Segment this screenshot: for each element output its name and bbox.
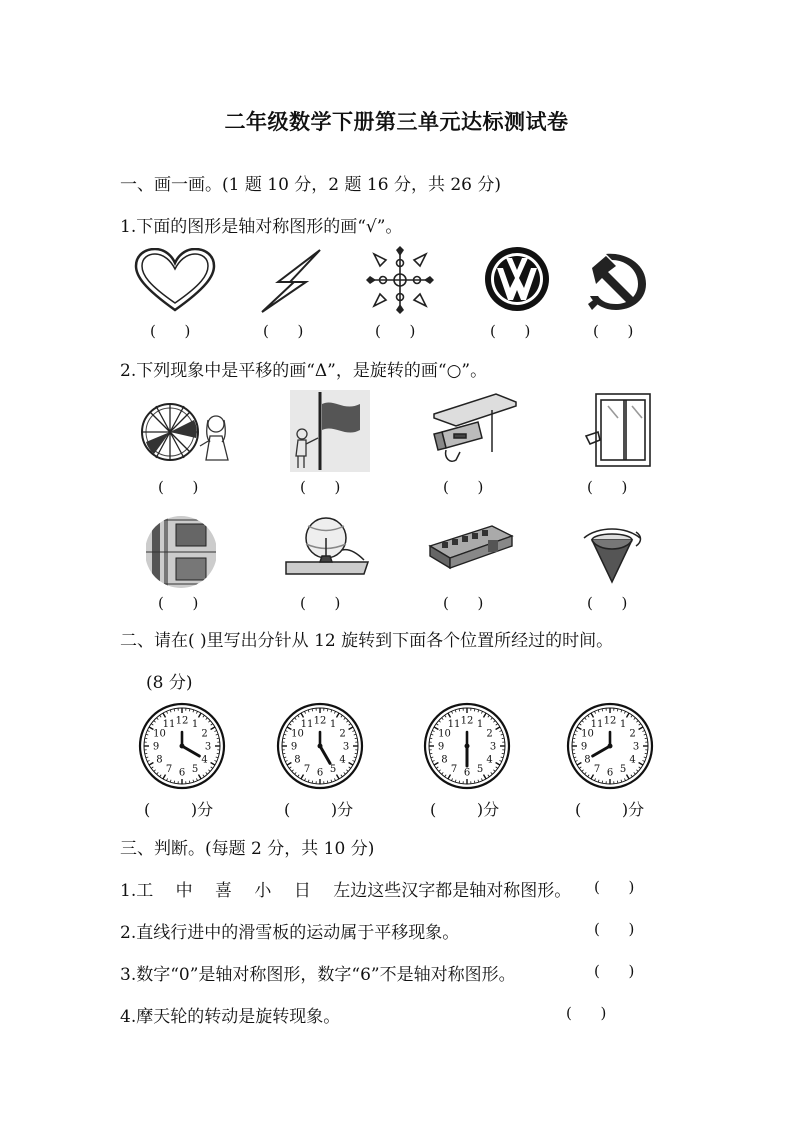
clock-numeral: 1	[476, 718, 484, 730]
clock-tick	[151, 724, 153, 725]
clock-unit-2: 分	[337, 800, 354, 819]
clock-tick	[157, 772, 159, 774]
clock-tick	[432, 760, 434, 761]
clock-numeral: 3	[489, 741, 497, 753]
clock-tick	[312, 781, 313, 783]
clock-tick	[163, 713, 166, 717]
clock-tick	[174, 709, 175, 711]
clock-tick	[645, 738, 647, 739]
clock-tick	[211, 724, 213, 725]
clock-tick	[442, 718, 444, 720]
clock-tick	[160, 775, 161, 777]
clock-tick	[434, 763, 438, 766]
clock-tick	[459, 781, 460, 783]
clock-tick	[624, 778, 625, 780]
clock-tick	[147, 731, 149, 732]
q2-text: 2.下列现象中是平移的画“Δ”，是旋转的画“○”。	[120, 361, 488, 381]
clock-numeral: 10	[153, 728, 166, 740]
clock-tick	[157, 718, 159, 720]
clock-tick	[631, 775, 632, 777]
clock-tick	[189, 709, 190, 711]
clock-1	[135, 699, 229, 793]
clock-tick	[189, 781, 190, 783]
clock-numeral: 6	[316, 767, 324, 779]
clock-tick	[595, 711, 596, 713]
clock-tick	[341, 775, 342, 777]
clock-tick	[292, 721, 294, 723]
clock-numeral: 3	[342, 741, 350, 753]
clock-tick	[349, 763, 353, 766]
clock-tick	[167, 778, 168, 780]
clock-tick	[502, 738, 504, 739]
clock-tick	[634, 772, 636, 774]
clock-tick	[308, 710, 309, 712]
clock-tick	[331, 780, 332, 782]
clock-tick	[501, 757, 503, 758]
clock-tick	[598, 710, 599, 712]
globe-icon	[284, 512, 370, 584]
clock-tick	[484, 713, 487, 717]
clock-tick	[621, 710, 622, 712]
clock-tick	[217, 753, 219, 754]
clock-tick	[154, 721, 156, 723]
clock-tick	[491, 772, 493, 774]
clock-tick	[160, 715, 161, 717]
clock-tick	[481, 711, 482, 713]
clock-tick	[199, 713, 202, 717]
clock-tick	[295, 772, 297, 774]
clock-2	[273, 699, 367, 793]
q1-blank-5[interactable]: ( )	[593, 322, 634, 340]
clock-numeral: 5	[191, 764, 199, 776]
clock-blank-4[interactable]: ( )	[575, 800, 629, 819]
q2-blank-5[interactable]: ( )	[158, 594, 199, 612]
clock-3	[420, 699, 514, 793]
clock-tick	[585, 718, 587, 720]
clock-tick	[575, 760, 577, 761]
hammer-sickle-icon	[586, 250, 650, 312]
clock-numeral: 5	[329, 764, 337, 776]
clock-tick	[203, 715, 204, 717]
clock-tick	[436, 724, 438, 725]
clock-tick	[602, 709, 603, 711]
clock-numeral: 10	[291, 728, 304, 740]
clock-tick	[216, 757, 218, 758]
q2-blank-7[interactable]: ( )	[443, 594, 484, 612]
clock-tick	[308, 780, 309, 782]
clock-tick	[193, 710, 194, 712]
clock-tick	[346, 721, 348, 723]
clock-tick	[639, 763, 643, 766]
clock-tick	[499, 731, 501, 732]
clock-numeral: 5	[476, 764, 484, 776]
clock-numeral: 11	[162, 718, 176, 730]
clock-tick	[636, 721, 638, 723]
clock-tick	[644, 757, 646, 758]
clock-tick	[298, 775, 299, 777]
clock-tick	[199, 775, 202, 779]
clock-tick	[496, 727, 500, 730]
q2-blank-4[interactable]: ( )	[587, 478, 628, 496]
clock-tick	[452, 778, 453, 780]
judge-blank-2[interactable]: ( )	[594, 920, 635, 938]
clock-tick	[283, 753, 285, 754]
clock-tick	[448, 713, 451, 717]
clock-numeral: 7	[165, 764, 173, 776]
clock-numeral: 4	[339, 754, 346, 766]
q2-blank-1[interactable]: ( )	[158, 478, 199, 496]
clock-numeral: 7	[593, 764, 601, 776]
clock-blank-2[interactable]: ( )	[284, 800, 338, 819]
clock-tick	[208, 721, 210, 723]
clock-tick	[501, 734, 503, 735]
clock-tick	[585, 772, 587, 774]
clock-tick	[484, 775, 487, 779]
clock-tick	[145, 753, 147, 754]
clock-tick	[574, 734, 576, 735]
q1-text: 1.下面的图形是轴对称图形的画“√”。	[120, 217, 403, 237]
clock-tick	[211, 767, 213, 768]
clock-blank-1[interactable]: ( )	[144, 800, 198, 819]
clock-tick	[354, 757, 356, 758]
clock-tick	[196, 778, 197, 780]
clock-tick	[488, 715, 489, 717]
clock-tick	[448, 775, 451, 779]
clock-tick	[474, 709, 475, 711]
clock-tick	[284, 757, 286, 758]
clock-tick	[574, 757, 576, 758]
clock-numeral: 2	[339, 728, 346, 740]
clock-tick	[295, 718, 297, 720]
clock-numeral: 8	[156, 754, 163, 766]
clock-numeral: 12	[603, 715, 617, 727]
clock-tick	[285, 731, 287, 732]
clock-numeral: 8	[584, 754, 591, 766]
clock-tick	[439, 721, 441, 723]
flag-raising-icon	[290, 390, 370, 472]
clock-numeral: 12	[313, 715, 327, 727]
spinning-top-icon	[578, 524, 646, 586]
clock-tick	[455, 780, 456, 782]
clock-numeral: 9	[290, 741, 298, 753]
clock-tick	[496, 724, 498, 725]
clock-numeral: 9	[152, 741, 160, 753]
clock-tick	[344, 718, 346, 720]
judge-item-2: 2.直线行进中的滑雪板的运动属于平移现象。	[120, 923, 460, 943]
clock-numeral: 12	[460, 715, 474, 727]
clock-unit-3: 分	[483, 800, 500, 819]
clock-tick	[331, 710, 332, 712]
clock-tick	[582, 770, 584, 772]
clock-blank-3[interactable]: ( )	[430, 800, 484, 819]
clock-tick	[439, 770, 441, 772]
clock-tick	[206, 772, 208, 774]
clock-tick	[327, 709, 328, 711]
clock-tick	[305, 711, 306, 713]
clock-tick	[478, 780, 479, 782]
clock-tick	[598, 780, 599, 782]
section2-heading: 二、请在( )里写出分针从 12 旋转到下面各个位置所经过的时间。	[120, 631, 614, 651]
q2-blank-2[interactable]: ( )	[300, 478, 341, 496]
clock-tick	[588, 715, 589, 717]
clock-tick	[627, 775, 630, 779]
clock-tick	[502, 753, 504, 754]
clock-tick	[579, 724, 581, 725]
clock-tick	[455, 710, 456, 712]
clock-tick	[211, 763, 215, 766]
clock-tick	[445, 715, 446, 717]
clock-numeral: 7	[303, 764, 311, 776]
clock-tick	[163, 775, 166, 779]
section2-points: (8 分)	[146, 673, 193, 693]
clock-tick	[334, 711, 335, 713]
clock-tick	[327, 781, 328, 783]
clock-tick	[214, 760, 216, 761]
clock-tick	[289, 724, 291, 725]
clock-numeral: 12	[175, 715, 189, 727]
clock-tick	[346, 770, 348, 772]
clock-tick	[283, 738, 285, 739]
clock-tick	[627, 713, 630, 717]
clock-tick	[349, 727, 353, 730]
clock-numeral: 1	[619, 718, 627, 730]
ferris-wheel-icon	[140, 394, 236, 470]
clock-numeral: 11	[300, 718, 314, 730]
clock-tick	[621, 780, 622, 782]
clock-tick	[432, 731, 434, 732]
clock-numeral: 6	[463, 767, 471, 779]
clock-tick	[430, 753, 432, 754]
clock-tick	[151, 767, 153, 768]
clock-numeral: 1	[329, 718, 337, 730]
judge-blank-1[interactable]: ( )	[594, 878, 635, 896]
clock-tick	[214, 731, 216, 732]
clock-tick	[431, 757, 433, 758]
q2-blank-6[interactable]: ( )	[300, 594, 341, 612]
clock-tick	[481, 778, 482, 780]
clock-numeral: 4	[486, 754, 493, 766]
clock-tick	[284, 734, 286, 735]
clock-tick	[285, 760, 287, 761]
clock-tick	[493, 721, 495, 723]
clock-tick	[474, 781, 475, 783]
clock-tick	[354, 734, 356, 735]
q1-blank-1[interactable]: ( )	[150, 322, 191, 340]
clock-numeral: 10	[438, 728, 451, 740]
clock-tick	[436, 767, 438, 768]
lightning-bolt-icon	[258, 248, 324, 314]
sliding-window-icon	[584, 392, 654, 468]
clock-tick	[196, 711, 197, 713]
clock-tick	[577, 763, 581, 766]
judge-item-1: 1.工 中 喜 小 日 左边这些汉字都是轴对称图形。	[120, 881, 572, 901]
clock-tick	[582, 721, 584, 723]
clock-tick	[352, 731, 354, 732]
clock-numeral: 1	[191, 718, 199, 730]
ornament-icon	[366, 246, 434, 314]
clock-tick	[149, 763, 153, 766]
abacus-icon	[428, 524, 514, 574]
clock-unit-4: 分	[628, 800, 645, 819]
section1-heading: 一、画一画。(1 题 10 分，2 题 16 分，共 26 分)	[120, 175, 502, 195]
clock-tick	[442, 772, 444, 774]
clock-tick	[634, 718, 636, 720]
clock-numeral: 8	[441, 754, 448, 766]
clock-tick	[617, 781, 618, 783]
clock-tick	[624, 711, 625, 713]
clock-tick	[292, 770, 294, 772]
clock-tick	[289, 767, 291, 768]
clock-tick	[493, 770, 495, 772]
q2-blank-8[interactable]: ( )	[587, 594, 628, 612]
clock-numeral: 5	[619, 764, 627, 776]
clock-tick	[452, 711, 453, 713]
clock-numeral: 6	[178, 767, 186, 779]
clock-tick	[344, 772, 346, 774]
clock-tick	[478, 710, 479, 712]
q2-blank-3[interactable]: ( )	[443, 478, 484, 496]
clock-tick	[170, 710, 171, 712]
clock-tick	[337, 775, 340, 779]
clock-tick	[496, 767, 498, 768]
clock-4	[563, 699, 657, 793]
clock-tick	[459, 709, 460, 711]
clock-tick	[642, 731, 644, 732]
judge-blank-4[interactable]: ( )	[566, 1004, 607, 1022]
clock-tick	[145, 738, 147, 739]
clock-tick	[154, 770, 156, 772]
clock-tick	[591, 713, 594, 717]
clock-tick	[193, 780, 194, 782]
vw-logo-icon	[484, 246, 550, 312]
clock-tick	[617, 709, 618, 711]
clock-numeral: 9	[580, 741, 588, 753]
clock-tick	[298, 715, 299, 717]
clock-tick	[355, 738, 357, 739]
clock-tick	[445, 775, 446, 777]
clock-tick	[349, 767, 351, 768]
clock-tick	[431, 734, 433, 735]
clock-numeral: 8	[294, 754, 301, 766]
clock-tick	[579, 767, 581, 768]
clock-tick	[430, 738, 432, 739]
clock-numeral: 11	[590, 718, 604, 730]
clock-tick	[636, 770, 638, 772]
clock-tick	[170, 780, 171, 782]
clock-tick	[287, 763, 291, 766]
clock-tick	[312, 709, 313, 711]
clock-tick	[573, 753, 575, 754]
heart-icon	[134, 248, 216, 314]
clock-tick	[301, 713, 304, 717]
clock-unit-1: 分	[197, 800, 214, 819]
clock-tick	[639, 767, 641, 768]
clock-tick	[206, 718, 208, 720]
clock-numeral: 7	[450, 764, 458, 776]
clock-tick	[639, 727, 643, 730]
clock-tick	[573, 738, 575, 739]
clock-numeral: 2	[201, 728, 208, 740]
clock-tick	[167, 711, 168, 713]
clock-tick	[488, 775, 489, 777]
clock-tick	[595, 778, 596, 780]
judge-blank-3[interactable]: ( )	[594, 962, 635, 980]
clock-tick	[352, 760, 354, 761]
clock-tick	[301, 775, 304, 779]
clock-numeral: 6	[606, 767, 614, 779]
clock-numeral: 2	[486, 728, 493, 740]
clock-numeral: 3	[632, 741, 640, 753]
clock-tick	[355, 753, 357, 754]
clock-tick	[341, 715, 342, 717]
clock-tick	[147, 760, 149, 761]
clock-tick	[631, 715, 632, 717]
clock-numeral: 10	[581, 728, 594, 740]
clock-tick	[575, 731, 577, 732]
minute-hand	[320, 746, 330, 763]
clock-tick	[334, 778, 335, 780]
clock-tick	[208, 770, 210, 772]
clock-numeral: 4	[201, 754, 208, 766]
clock-tick	[642, 760, 644, 761]
q1-blank-2[interactable]: ( )	[263, 322, 304, 340]
clock-tick	[203, 775, 204, 777]
clock-tick	[337, 713, 340, 717]
clock-tick	[499, 760, 501, 761]
clock-tick	[644, 734, 646, 735]
minute-hand	[182, 746, 199, 756]
clock-tick	[146, 757, 148, 758]
clock-tick	[491, 718, 493, 720]
clock-tick	[639, 724, 641, 725]
clock-tick	[588, 775, 589, 777]
clock-tick	[305, 778, 306, 780]
q1-blank-3[interactable]: ( )	[375, 322, 416, 340]
section3-heading: 三、判断。(每题 2 分，共 10 分)	[120, 839, 375, 859]
judge-item-4: 4.摩天轮的转动是旋转现象。	[120, 1007, 341, 1027]
clock-tick	[217, 738, 219, 739]
clock-tick	[645, 753, 647, 754]
clock-tick	[602, 781, 603, 783]
q1-blank-4[interactable]: ( )	[490, 322, 531, 340]
elevator-icon	[146, 512, 216, 592]
clock-tick	[174, 781, 175, 783]
clock-tick	[496, 763, 500, 766]
clock-tick	[591, 775, 594, 779]
clock-numeral: 11	[447, 718, 461, 730]
clock-numeral: 4	[629, 754, 636, 766]
minute-hand	[593, 746, 610, 756]
clock-numeral: 2	[629, 728, 636, 740]
drawer-icon	[432, 392, 518, 468]
clock-tick	[146, 734, 148, 735]
clock-numeral: 3	[204, 741, 212, 753]
judge-item-3: 3.数字“0”是轴对称图形，数字“6”不是轴对称图形。	[120, 965, 516, 985]
clock-numeral: 9	[437, 741, 445, 753]
page-title: 二年级数学下册第三单元达标测试卷	[224, 110, 569, 134]
clock-tick	[216, 734, 218, 735]
clock-tick	[349, 724, 351, 725]
clock-tick	[211, 727, 215, 730]
